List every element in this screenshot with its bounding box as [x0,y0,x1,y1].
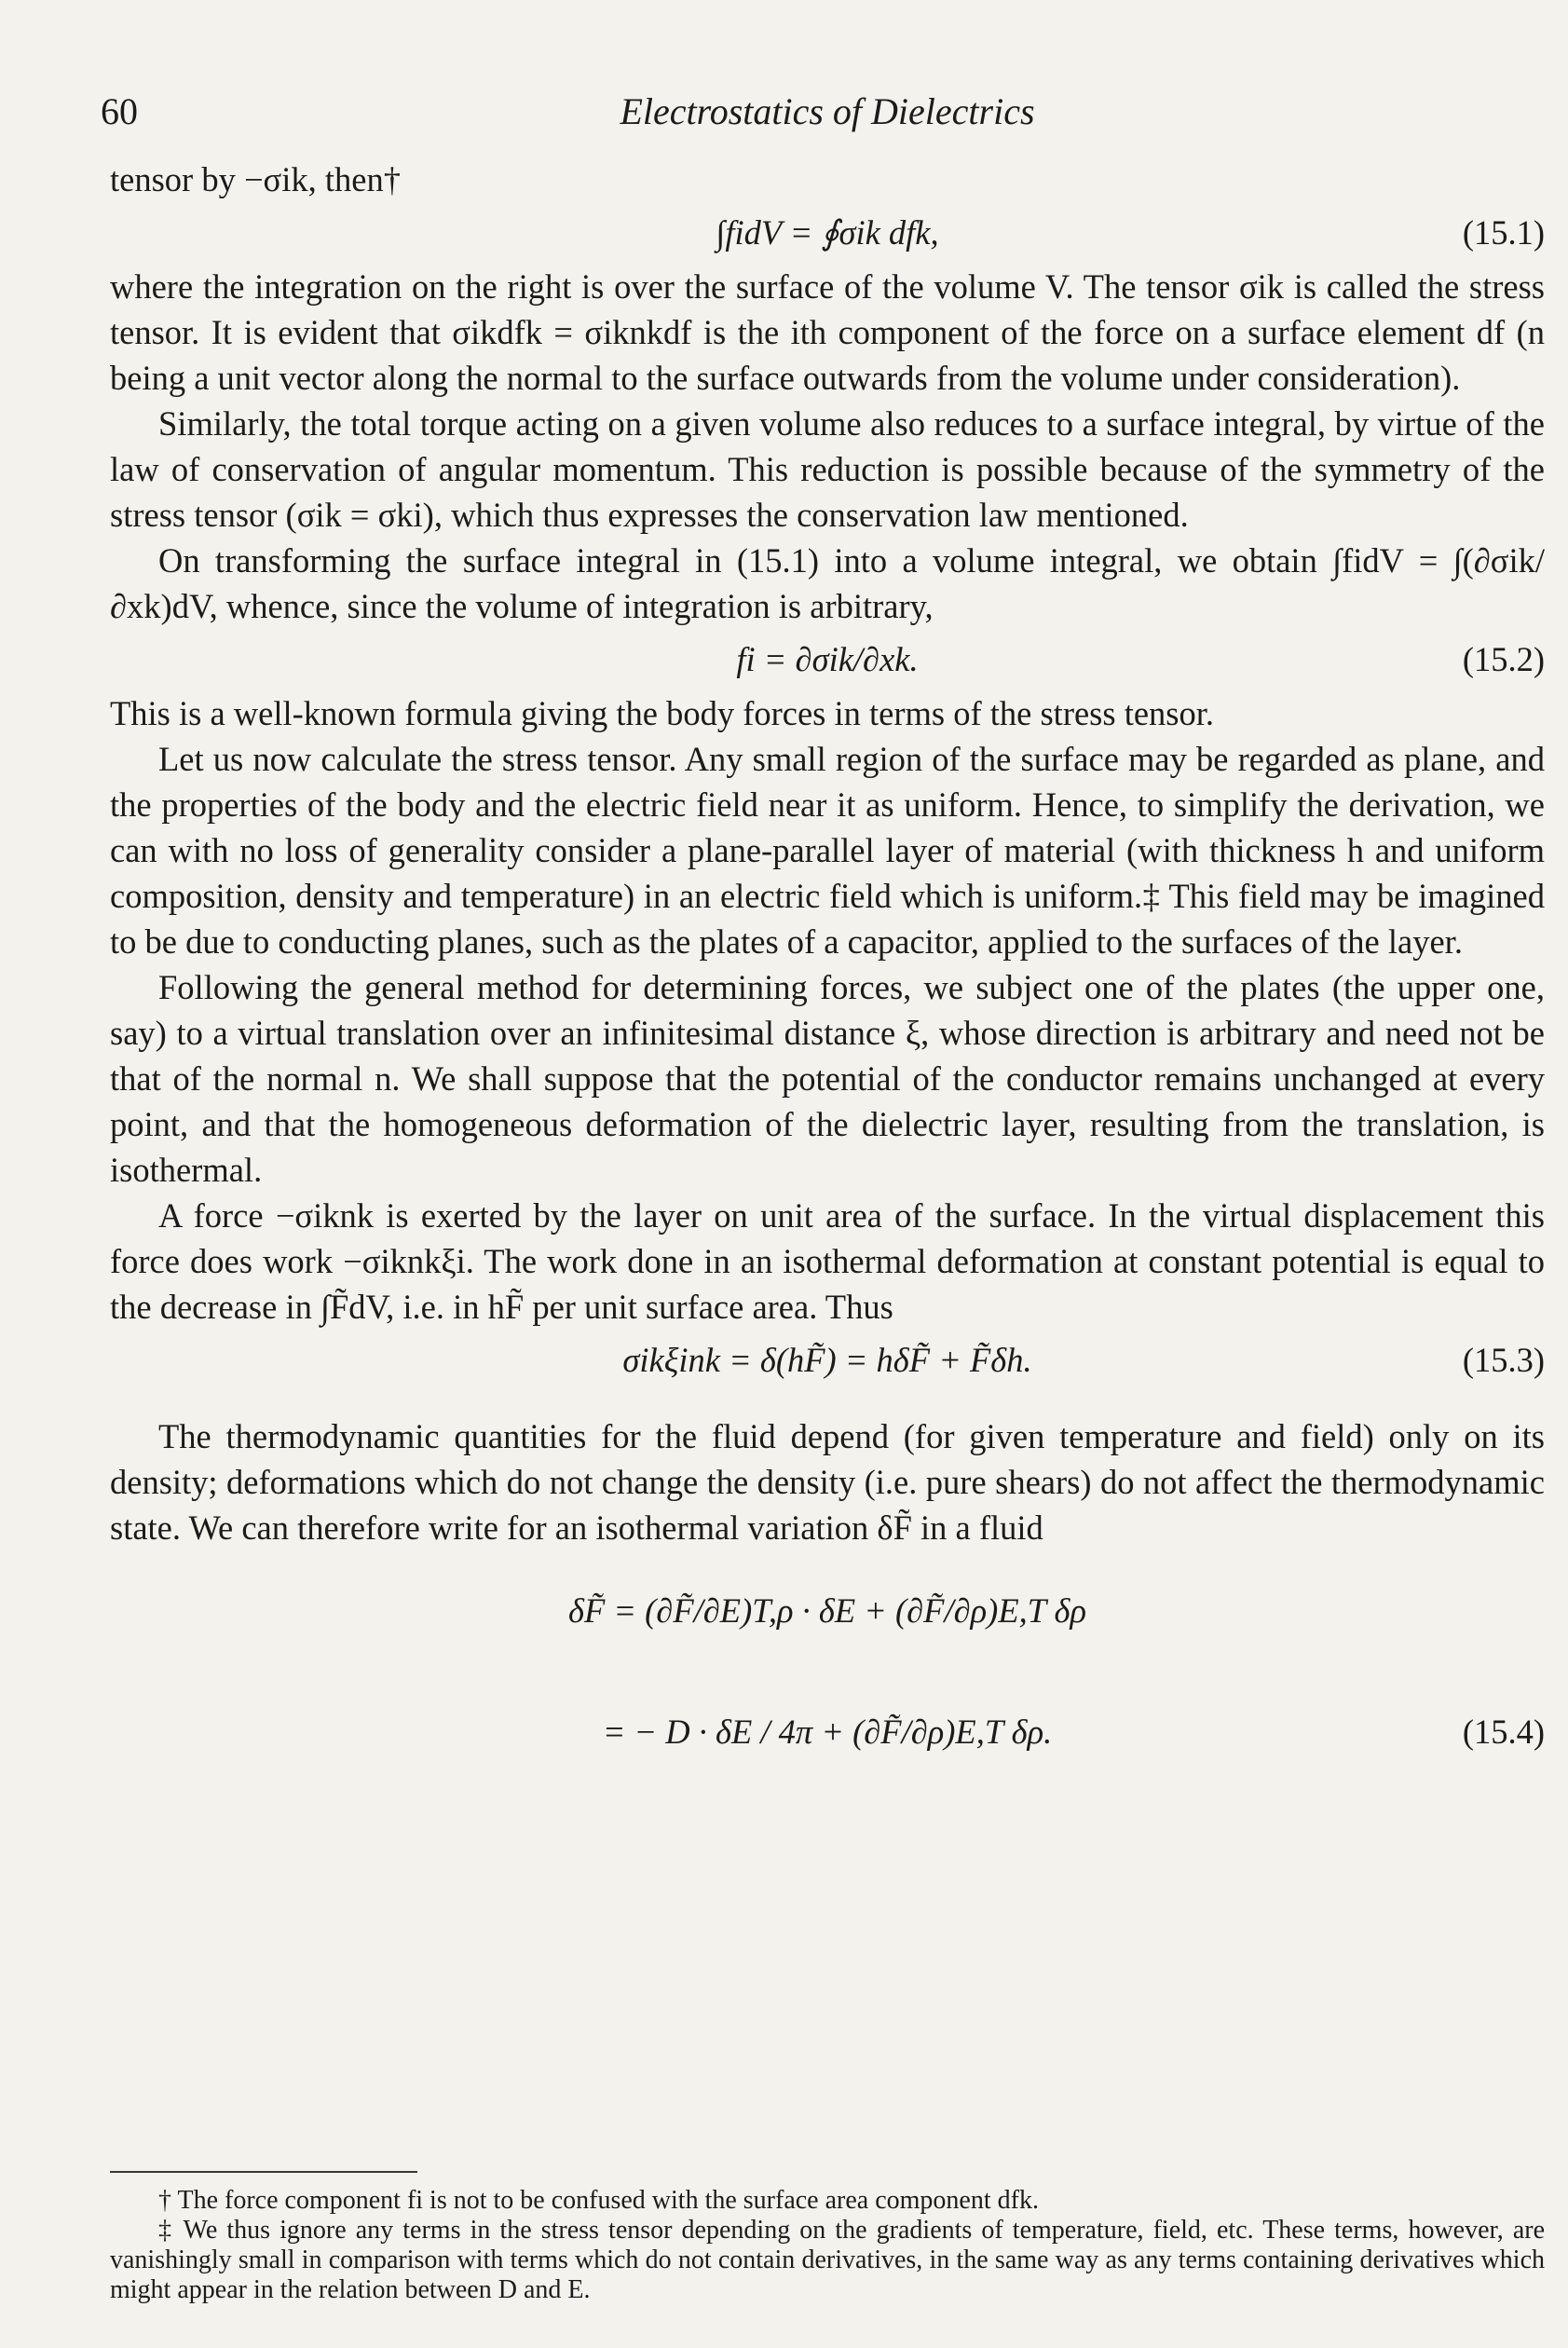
equation-expression: σikξink = δ(hF̃) = hδF̃ + F̃δh. [622,1341,1032,1379]
paragraph: The thermodynamic quantities for the fluid depend (for given temperature and field) only on its density; deformations which do not change the density (i.e. pure shears) do not affect the thermodynamic state. We can therefore write for an isothermal variation δF̃ in a fluid [110,1417,1545,1547]
paragraph: On transforming the surface integral in (15.1) into a volume integral, we obtain ∫fidV = ∫(∂σik/∂xk)dV, whence, since the volume of integration is arbitrary, [110,541,1545,625]
footnote-rule [110,2171,417,2173]
equation-number: (15.2) [1462,640,1545,678]
running-head: Electrostatics of Dielectrics [620,90,1035,132]
equation-number: (15.3) [1462,1341,1545,1379]
page-number: 60 [101,90,138,132]
equation-expression: = − D · δE / 4π + (∂F̃/∂ρ)E,T δρ. [602,1713,1053,1751]
paragraph: where the integration on the right is over the surface of the volume V. The tensor σik is called the stress tensor. It is evident that σikdfk = σiknkdf is the ith component of the force on a surface element df (n being a unit vector along the normal to the surface outwards from the volume under consideration). [110,267,1545,397]
equation-expression: fi = ∂σik/∂xk. [736,640,919,678]
paragraph: Similarly, the total torque acting on a given volume also reduces to a surface integral, by virtue of the law of conservation of angular momentum. This reduction is possible because of the symmetry of the stress tensor (σik = σki), which thus expresses the conservation law mentioned. [110,404,1545,534]
paragraph: This is a well-known formula giving the body forces in terms of the stress tensor. [110,694,1215,732]
equation-number: (15.4) [1462,1713,1545,1751]
equation-15-1 [110,202,1545,264]
paragraph: Following the general method for determining forces, we subject one of the plates (the upper one, say) to a virtual translation over an infinitesimal distance ξ, whose direction is arbitrary and need not be that of the normal n. We shall suppose that the potential of the conductor remains unchanged at every point, and that the homogeneous deformation of the dielectric layer, resulting from the translation, is isothermal. [110,968,1545,1189]
page-header [101,89,1554,145]
paragraph: A force −σiknk is exerted by the layer on unit area of the surface. In the virtual displacement this force does work −σiknkξi. The work done in an isothermal deformation at constant potential is equal to the decrease in ∫F̃dV, i.e. in hF̃ per unit surface area. Thus [110,1196,1545,1326]
footnotes [110,2171,1545,2305]
equation-15-4-line-1 [110,1550,1545,1672]
equation-15-4-line-2 [110,1672,1545,1793]
equation-expression: ∫fidV = ∮σik dfk, [716,213,939,252]
footnote: ‡ We thus ignore any terms in the stress tensor depending on the gradients of temperature, field, etc. These terms, however, are vanishingly small in comparison with terms which do not contain derivatives, in the same way as any terms containing derivatives which might appear in the relation between D and E. [110,2216,1545,2304]
equation-expression: δF̃ = (∂F̃/∂E)T,ρ · δE + (∂F̃/∂ρ)E,T δρ [567,1591,1087,1630]
paragraph: Let us now calculate the stress tensor. Any small region of the surface may be regarded as plane, and the properties of the body and the electric field near it as uniform. Hence, to simplify the derivation, we can with no loss of generality consider a plane-parallel layer of material (with thickness h and uniform composition, density and temperature) in an electric field which is uniform.‡ This field may be imagined to be due to conducting planes, such as the plates of a capacitor, applied to the surfaces of the layer. [110,740,1545,961]
footnote: † The force component fi is not to be confused with the surface area component dfk. [158,2186,1039,2215]
intro-line: tensor by −σik, then† [110,160,401,198]
equation-15-3 [110,1330,1545,1391]
main-text [110,157,1545,1793]
equation-number: (15.1) [1462,213,1545,252]
equation-15-2 [110,629,1545,690]
